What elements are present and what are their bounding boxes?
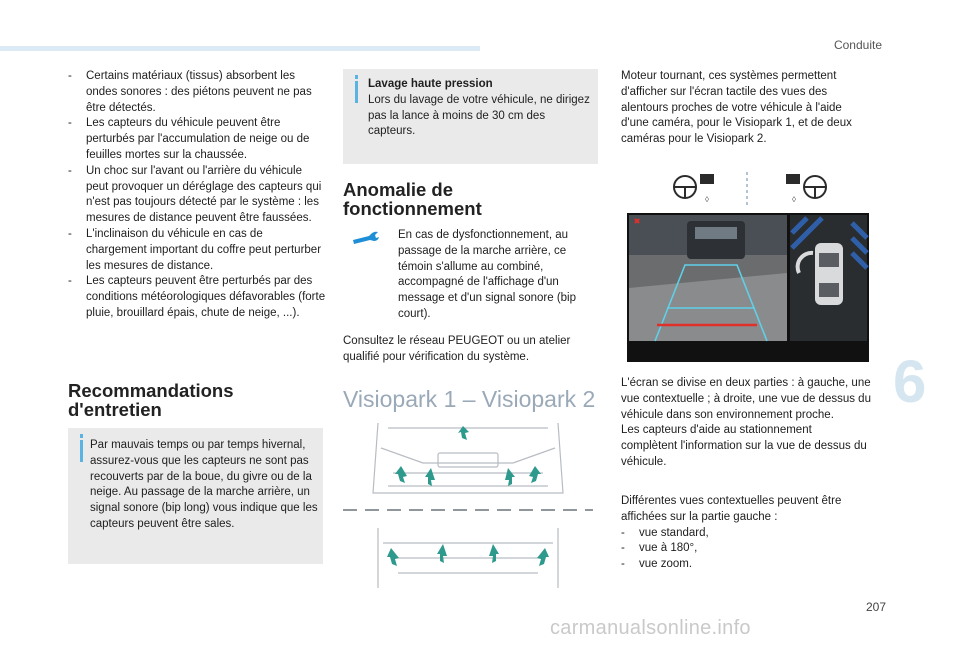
warning-text-block — [398, 228, 588, 323]
chapter-number: 6 — [893, 348, 927, 415]
consult-text: Consultez le réseau PEUGEOT ou un atelier qualifié pour vérification du système. — [343, 335, 571, 363]
limitations-list-block — [68, 69, 326, 322]
info-icon — [350, 75, 364, 103]
views-block — [621, 494, 871, 573]
wash-info-text: Lors du lavage de votre véhicule, ne dirigez pas la lance à moins de 30 cm des capteurs. — [368, 93, 590, 138]
list-item: - vue standard, — [621, 526, 871, 542]
views-list — [621, 526, 871, 573]
list-item: - Les capteurs du véhicule peuvent être perturbés par l'accumulation de neige ou de feuilles mortes sur la chaussée. — [68, 116, 326, 163]
list-item: - L'inclinaison du véhicule en cas de chargement important du coffre peut perturber les mesures de distance. — [68, 227, 326, 274]
camera-views-icons — [660, 172, 840, 206]
intro-text: Moteur tournant, ces systèmes permettent d'afficher sur l'écran tactile des vues des alentours proches de votre véhicule à l'aide d'une caméra, pour le Visiopark 1, et de deux caméras pour le Visiopark 2. — [621, 70, 852, 146]
sensor-description: Les capteurs d'aide au stationnement complètent l'information sur la vue de dessus du véhicule. — [621, 424, 867, 468]
warning-text: En cas de dysfonctionnement, au passage de la marche arrière, ce témoin s'allume au combiné, accompagné de l'affichage d'un message et d'un signal sonore (bip court). — [398, 229, 576, 320]
screen-description-block — [621, 376, 871, 471]
info-icon — [75, 434, 89, 462]
maintenance-heading: Recommandations d'entretien — [68, 380, 234, 420]
list-item: - Un choc sur l'avant ou l'arrière du véhicule peut provoquer un déréglage des capteurs qui n'est pas toujours détecté par le système : les mesures de distance peuvent être faussées. — [68, 164, 326, 227]
camera-screen — [627, 213, 869, 362]
section-label: Conduite — [833, 38, 882, 52]
wrench-warning-icon — [351, 230, 381, 246]
screen-description: L'écran se divise en deux parties : à gauche, une vue contextuelle ; à droite, une vue de dessus du véhicule dans son environnement proche. — [621, 377, 871, 421]
list-item: - Les capteurs peuvent être perturbés par des conditions météorologiques défavorables (forte pluie, brouillard épais, chute de neige, ...). — [68, 274, 326, 321]
malfunction-heading: Anomalie de fonctionnement — [343, 179, 482, 219]
car-sensor-diagram — [343, 418, 593, 593]
views-intro: Différentes vues contextuelles peuvent être affichées sur la partie gauche : — [621, 495, 842, 523]
visiopark-title: Visiopark 1 – Visiopark 2 — [343, 386, 596, 412]
svg-text:◊: ◊ — [705, 195, 709, 204]
header-bar — [0, 46, 480, 51]
list-item: - vue zoom. — [621, 557, 871, 573]
list-item: - vue à 180°, — [621, 541, 871, 557]
intro-block — [621, 69, 871, 148]
maintenance-info-box — [68, 428, 323, 564]
consult-block — [343, 334, 593, 366]
svg-text:◊: ◊ — [792, 195, 796, 204]
wash-info-title: Lavage haute pression — [368, 78, 493, 90]
wash-info-box — [343, 69, 598, 164]
page-number: 207 — [865, 600, 886, 614]
list-item: - Certains matériaux (tissus) absorbent les ondes sonores : des piétons peuvent ne pas être détectés. — [68, 69, 326, 116]
limitations-list — [68, 69, 326, 322]
maintenance-info-text: Par mauvais temps ou par temps hivernal, assurez-vous que les capteurs ne sont pas recouverts par de la boue, du givre ou de la neige. Au passage de la marche arrière, un signal sonore (bip long) vous indique que les capteurs peuvent être sales. — [90, 439, 318, 530]
watermark: carmanualsonline.info — [550, 617, 751, 639]
